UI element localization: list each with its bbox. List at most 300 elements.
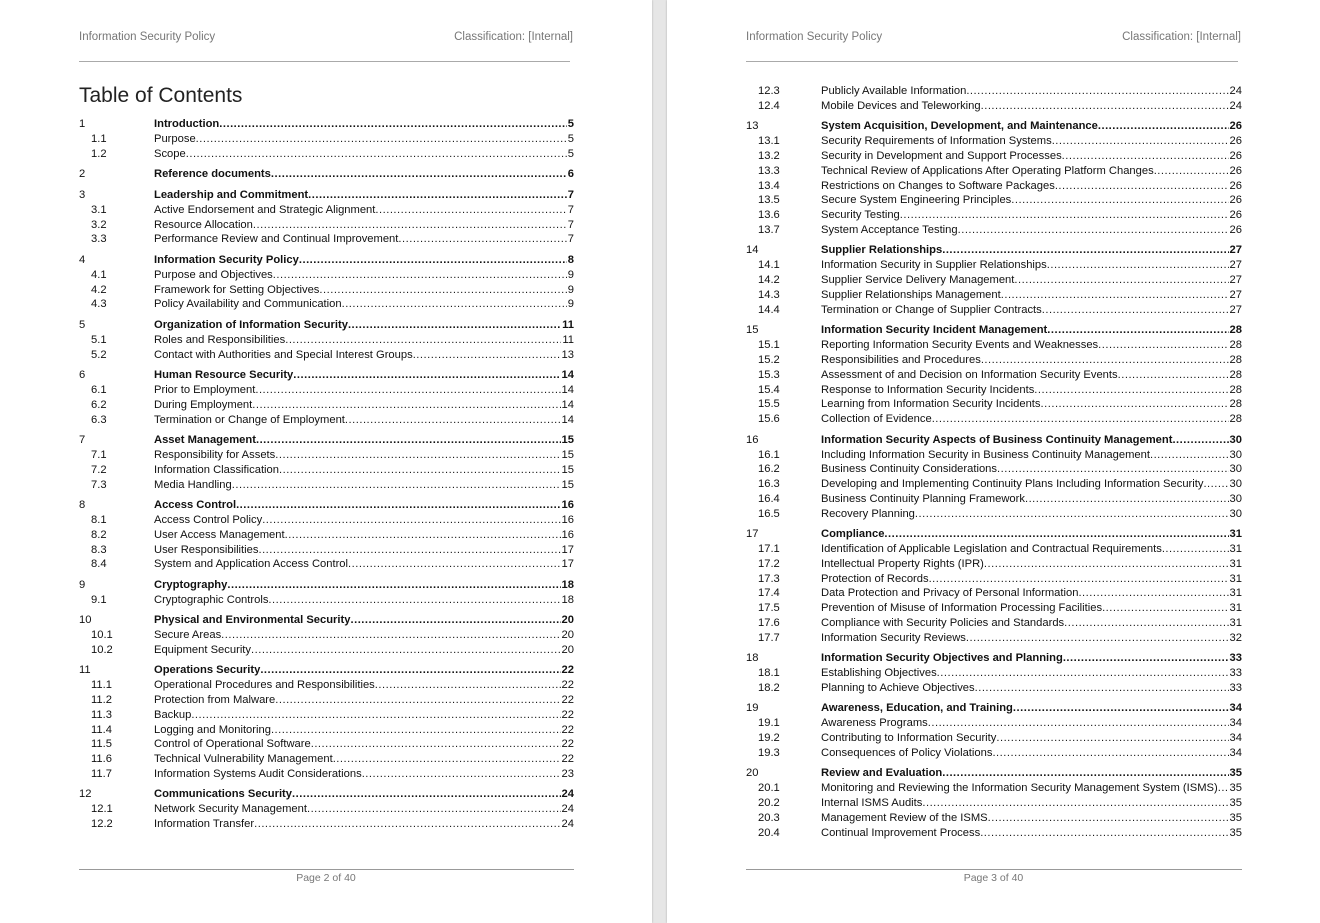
toc-subsection-entry[interactable] xyxy=(746,383,1242,398)
toc-subsection-entry[interactable] xyxy=(746,258,1242,273)
toc-section-group xyxy=(79,613,574,658)
toc-entry-page: 35 xyxy=(1229,797,1242,810)
toc-subsection-entry[interactable] xyxy=(79,463,574,478)
toc-subsection-entry[interactable] xyxy=(746,338,1242,353)
toc-entry-page: 30 xyxy=(1229,492,1242,505)
header-title: Information Security Policy xyxy=(746,31,883,43)
toc-subsection-entry[interactable] xyxy=(746,164,1242,179)
toc-entry-page: 31 xyxy=(1229,587,1242,600)
toc-entry-page: 30 xyxy=(1229,478,1242,491)
toc-section-group xyxy=(79,498,574,572)
toc-leader-dots xyxy=(1011,193,1228,208)
toc-entry-number: 4.1 xyxy=(91,268,107,281)
toc-entry-title: Information Security Policy xyxy=(154,253,299,266)
toc-leader-dots xyxy=(958,223,1229,238)
toc-entry-page: 23 xyxy=(561,768,574,781)
toc-subsection-entry[interactable] xyxy=(79,218,574,233)
toc-entry-page: 15 xyxy=(561,433,574,446)
toc-entry-page: 30 xyxy=(1229,507,1242,520)
toc-subsection-entry[interactable] xyxy=(746,616,1242,631)
toc-section-entry[interactable] xyxy=(746,766,1242,781)
toc-leader-dots xyxy=(1014,273,1228,288)
toc-entry-title: Security Testing xyxy=(821,209,900,222)
toc-subsection-entry[interactable] xyxy=(746,273,1242,288)
toc-subsection-entry[interactable] xyxy=(79,767,574,782)
toc-subsection-entry[interactable] xyxy=(746,288,1242,303)
toc-entry-title: System and Application Access Control xyxy=(154,558,349,571)
toc-entry-page: 9 xyxy=(567,298,574,311)
toc-entry-title: Performance Review and Continual Improvement xyxy=(154,233,399,246)
toc-leader-dots xyxy=(255,383,560,398)
toc-leader-dots xyxy=(350,613,560,628)
toc-section-entry[interactable] xyxy=(79,117,574,132)
toc-entry-number: 19.3 xyxy=(758,747,780,760)
toc-entry-page: 34 xyxy=(1229,702,1242,715)
toc-entry-title: Data Protection and Privacy of Personal Information xyxy=(821,587,1079,600)
toc-section-entry[interactable] xyxy=(746,433,1242,448)
toc-section-entry[interactable] xyxy=(79,498,574,513)
toc-leader-dots xyxy=(1203,477,1228,492)
toc-entry-title: Cryptographic Controls xyxy=(154,593,269,606)
toc-entry-title: Planning to Achieve Objectives xyxy=(821,682,975,695)
toc-entry-page: 30 xyxy=(1229,433,1242,446)
toc-section-group xyxy=(79,368,574,427)
toc-subsection-entry[interactable] xyxy=(746,601,1242,616)
toc-entry-number: 7.2 xyxy=(91,463,107,476)
toc-entry-number: 17.6 xyxy=(758,617,780,630)
toc-subsection-entry[interactable] xyxy=(79,643,574,658)
toc-subsection-entry[interactable] xyxy=(79,383,574,398)
toc-entry-page: 28 xyxy=(1229,324,1242,337)
toc-entry-title: Access Control Policy xyxy=(154,513,263,526)
toc-entry-page: 17 xyxy=(561,558,574,571)
toc-section-group xyxy=(746,323,1242,427)
toc-entry-page: 31 xyxy=(1229,557,1242,570)
toc-entry-number: 8.2 xyxy=(91,528,107,541)
toc-entry-page: 35 xyxy=(1229,782,1242,795)
footer-divider xyxy=(746,869,1242,870)
toc-entry-title: Information Security Reviews xyxy=(821,631,966,644)
toc-subsection-entry[interactable] xyxy=(746,223,1242,238)
toc-entry-page: 14 xyxy=(561,413,574,426)
toc-entry-page: 22 xyxy=(561,738,574,751)
toc-entry-page: 15 xyxy=(561,478,574,491)
toc-entry-page: 34 xyxy=(1229,717,1242,730)
toc-entry-title: Reference documents xyxy=(154,168,271,181)
toc-entry-number: 6.1 xyxy=(91,383,107,396)
toc-leader-dots xyxy=(1172,433,1228,448)
toc-subsection-entry[interactable] xyxy=(79,448,574,463)
toc-entry-page: 33 xyxy=(1229,652,1242,665)
toc-entry-number: 4.3 xyxy=(91,298,107,311)
toc-entry-title: Logging and Monitoring xyxy=(154,723,271,736)
toc-entry-page: 22 xyxy=(561,694,574,707)
toc-subsection-entry[interactable] xyxy=(746,193,1242,208)
toc-leader-dots xyxy=(308,188,567,203)
toc-subsection-entry[interactable] xyxy=(79,678,574,693)
toc-subsection-entry[interactable] xyxy=(79,333,574,348)
toc-subsection-entry[interactable] xyxy=(79,478,574,493)
toc-subsection-entry[interactable] xyxy=(746,542,1242,557)
toc-section-entry[interactable] xyxy=(79,787,574,802)
toc-leader-dots xyxy=(219,117,567,132)
toc-entry-number: 13.2 xyxy=(758,149,780,162)
toc-entry-title: Awareness Programs xyxy=(821,717,928,730)
toc-entry-page: 31 xyxy=(1229,543,1242,556)
toc-entry-page: 14 xyxy=(561,368,574,381)
toc-subsection-entry[interactable] xyxy=(746,462,1242,477)
toc-entry-number: 15.2 xyxy=(758,353,780,366)
toc-subsection-entry[interactable] xyxy=(79,232,574,247)
toc-leader-dots xyxy=(260,663,560,678)
toc-leader-dots xyxy=(413,348,561,363)
toc-section-group xyxy=(79,318,574,363)
toc-subsection-entry[interactable] xyxy=(746,477,1242,492)
toc-entry-title: Human Resource Security xyxy=(154,368,294,381)
toc-entry-title: Operations Security xyxy=(154,664,261,677)
toc-subsection-entry[interactable] xyxy=(746,781,1242,796)
toc-entry-page: 27 xyxy=(1229,274,1242,287)
toc-entry-title: Prevention of Misuse of Information Processing Facilities xyxy=(821,602,1103,615)
toc-subsection-entry[interactable] xyxy=(746,826,1242,841)
toc-subsection-entry[interactable] xyxy=(746,368,1242,383)
toc-entry-number: 17.4 xyxy=(758,587,780,600)
toc-subsection-entry[interactable] xyxy=(79,817,574,832)
toc-entry-page: 24 xyxy=(561,788,574,801)
toc-subsection-entry[interactable] xyxy=(79,693,574,708)
toc-subsection-entry[interactable] xyxy=(79,593,574,608)
toc-entry-page: 26 xyxy=(1229,135,1242,148)
toc-entry-number: 8.4 xyxy=(91,558,107,571)
toc-entry-number: 5 xyxy=(79,318,86,331)
toc-entry-page: 16 xyxy=(561,528,574,541)
toc-subsection-entry[interactable] xyxy=(79,147,574,162)
toc-leader-dots xyxy=(1034,383,1228,398)
toc-entry-page: 22 xyxy=(561,679,574,692)
toc-entry-page: 28 xyxy=(1229,368,1242,381)
toc-entry-number: 17.1 xyxy=(758,543,780,556)
toc-subsection-entry[interactable] xyxy=(79,557,574,572)
toc-section-entry[interactable] xyxy=(746,701,1242,716)
toc-section-entry[interactable] xyxy=(79,663,574,678)
toc-list xyxy=(746,84,1242,841)
toc-section-entry[interactable] xyxy=(79,167,574,182)
toc-entry-page: 33 xyxy=(1229,682,1242,695)
toc-leader-dots xyxy=(348,318,561,333)
toc-subsection-entry[interactable] xyxy=(79,132,574,147)
toc-leader-dots xyxy=(1102,601,1228,616)
toc-subsection-entry[interactable] xyxy=(79,513,574,528)
toc-subsection-entry[interactable] xyxy=(746,134,1242,149)
toc-heading: Table of Contents xyxy=(79,84,243,107)
toc-subsection-entry[interactable] xyxy=(746,492,1242,507)
toc-entry-number: 14.2 xyxy=(758,274,780,287)
toc-section-group xyxy=(79,117,574,162)
toc-subsection-entry[interactable] xyxy=(746,666,1242,681)
toc-subsection-entry[interactable] xyxy=(79,283,574,298)
toc-leader-dots xyxy=(981,99,1229,114)
toc-entry-page: 22 xyxy=(561,753,574,766)
toc-subsection-entry[interactable] xyxy=(746,149,1242,164)
toc-subsection-entry[interactable] xyxy=(79,203,574,218)
toc-section-entry[interactable] xyxy=(746,527,1242,542)
toc-entry-title: Intellectual Property Rights (IPR) xyxy=(821,557,984,570)
toc-subsection-entry[interactable] xyxy=(79,268,574,283)
toc-subsection-entry[interactable] xyxy=(79,413,574,428)
toc-entry-title: Information Security in Supplier Relationships xyxy=(821,259,1047,272)
toc-entry-page: 30 xyxy=(1229,448,1242,461)
toc-leader-dots xyxy=(900,208,1229,223)
toc-section-group xyxy=(746,84,1242,114)
toc-section-entry[interactable] xyxy=(746,119,1242,134)
toc-entry-title: Establishing Objectives xyxy=(821,667,937,680)
toc-subsection-entry[interactable] xyxy=(746,716,1242,731)
toc-leader-dots xyxy=(227,578,560,593)
toc-section-group xyxy=(746,119,1242,238)
toc-entry-page: 28 xyxy=(1229,398,1242,411)
toc-entry-page: 5 xyxy=(567,147,574,160)
toc-subsection-entry[interactable] xyxy=(79,802,574,817)
toc-entry-title: Contact with Authorities and Special Interest Groups xyxy=(154,348,413,361)
toc-entry-title: Policy Availability and Communication xyxy=(154,298,342,311)
toc-entry-number: 6 xyxy=(79,368,86,381)
toc-entry-page: 26 xyxy=(1229,179,1242,192)
toc-section-group xyxy=(746,651,1242,696)
toc-section-group xyxy=(746,766,1242,840)
toc-leader-dots xyxy=(251,643,561,658)
toc-entry-title: Developing and Implementing Continuity Plans Including Information Security xyxy=(821,478,1204,491)
toc-leader-dots xyxy=(1098,338,1228,353)
toc-entry-title: Contributing to Information Security xyxy=(821,732,997,745)
toc-section-group xyxy=(746,701,1242,760)
toc-leader-dots xyxy=(942,766,1228,781)
toc-entry-page: 7 xyxy=(567,203,574,216)
toc-leader-dots xyxy=(221,628,560,643)
toc-subsection-entry[interactable] xyxy=(79,628,574,643)
toc-subsection-entry[interactable] xyxy=(746,586,1242,601)
toc-entry-number: 13.1 xyxy=(758,135,780,148)
toc-subsection-entry[interactable] xyxy=(746,681,1242,696)
toc-entry-number: 15 xyxy=(746,324,759,337)
toc-entry-number: 3 xyxy=(79,188,86,201)
toc-entry-number: 8.3 xyxy=(91,543,107,556)
toc-section-entry[interactable] xyxy=(79,433,574,448)
toc-entry-title: Business Continuity Considerations xyxy=(821,463,997,476)
toc-entry-title: Framework for Setting Objectives xyxy=(154,283,320,296)
toc-subsection-entry[interactable] xyxy=(79,297,574,312)
toc-entry-page: 28 xyxy=(1229,339,1242,352)
toc-entry-number: 20.3 xyxy=(758,812,780,825)
toc-entry-title: Prior to Employment xyxy=(154,383,256,396)
toc-subsection-entry[interactable] xyxy=(79,752,574,767)
toc-leader-dots xyxy=(271,723,561,738)
toc-leader-dots xyxy=(1218,781,1229,796)
toc-entry-title: Compliance with Security Policies and Standards xyxy=(821,617,1065,630)
toc-leader-dots xyxy=(292,787,561,802)
toc-section-entry[interactable] xyxy=(79,613,574,628)
toc-subsection-entry[interactable] xyxy=(79,398,574,413)
toc-subsection-entry[interactable] xyxy=(79,737,574,752)
toc-subsection-entry[interactable] xyxy=(746,796,1242,811)
toc-subsection-entry[interactable] xyxy=(746,507,1242,522)
toc-entry-number: 3.2 xyxy=(91,218,107,231)
toc-entry-number: 9.1 xyxy=(91,593,107,606)
toc-entry-title: Supplier Relationships xyxy=(821,244,943,257)
toc-section-entry[interactable] xyxy=(746,651,1242,666)
toc-leader-dots xyxy=(262,513,560,528)
toc-entry-page: 35 xyxy=(1229,767,1242,780)
toc-leader-dots xyxy=(375,678,561,693)
toc-entry-number: 7 xyxy=(79,433,86,446)
footer-divider xyxy=(79,869,574,870)
toc-entry-page: 13 xyxy=(561,348,574,361)
toc-section-group xyxy=(79,787,574,832)
toc-subsection-entry[interactable] xyxy=(746,179,1242,194)
toc-entry-page: 35 xyxy=(1229,826,1242,839)
toc-entry-title: Consequences of Policy Violations xyxy=(821,747,993,760)
toc-entry-page: 33 xyxy=(1229,667,1242,680)
toc-leader-dots xyxy=(1047,258,1229,273)
toc-subsection-entry[interactable] xyxy=(79,723,574,738)
toc-entry-page: 22 xyxy=(561,723,574,736)
toc-section-group xyxy=(79,433,574,492)
toc-leader-dots xyxy=(1052,134,1229,149)
toc-leader-dots xyxy=(279,463,561,478)
toc-subsection-entry[interactable] xyxy=(79,543,574,558)
toc-subsection-entry[interactable] xyxy=(746,746,1242,761)
toc-entry-page: 35 xyxy=(1229,812,1242,825)
toc-leader-dots xyxy=(981,353,1229,368)
toc-leader-dots xyxy=(1062,149,1229,164)
toc-leader-dots xyxy=(915,507,1229,522)
toc-section-entry[interactable] xyxy=(79,318,574,333)
toc-entry-title: Leadership and Commitment xyxy=(154,188,309,201)
toc-leader-dots xyxy=(1041,397,1229,412)
toc-entry-title: Purpose and Objectives xyxy=(154,268,273,281)
toc-subsection-entry[interactable] xyxy=(746,731,1242,746)
toc-leader-dots xyxy=(1047,323,1228,338)
toc-section-entry[interactable] xyxy=(746,323,1242,338)
toc-leader-dots xyxy=(997,462,1229,477)
toc-entry-title: Internal ISMS Audits xyxy=(821,797,923,810)
toc-entry-title: Assessment of and Decision on Information Security Events xyxy=(821,368,1118,381)
toc-entry-number: 13.5 xyxy=(758,194,780,207)
toc-entry-number: 8 xyxy=(79,498,86,511)
toc-entry-number: 4.2 xyxy=(91,283,107,296)
document-page-3 xyxy=(667,0,1320,923)
toc-subsection-entry[interactable] xyxy=(746,412,1242,427)
toc-subsection-entry[interactable] xyxy=(746,208,1242,223)
toc-entry-title: Scope xyxy=(154,147,186,160)
toc-entry-number: 10 xyxy=(79,614,92,627)
toc-section-entry[interactable] xyxy=(79,368,574,383)
toc-leader-dots xyxy=(1013,701,1229,716)
toc-list xyxy=(79,117,574,832)
toc-subsection-entry[interactable] xyxy=(79,348,574,363)
toc-leader-dots xyxy=(996,731,1228,746)
toc-entry-number: 15.4 xyxy=(758,383,780,396)
toc-leader-dots xyxy=(273,268,567,283)
toc-entry-page: 27 xyxy=(1229,303,1242,316)
toc-subsection-entry[interactable] xyxy=(746,99,1242,114)
toc-entry-title: Learning from Information Security Incidents xyxy=(821,398,1041,411)
toc-leader-dots xyxy=(236,498,560,513)
toc-entry-number: 16.5 xyxy=(758,507,780,520)
toc-entry-page: 15 xyxy=(561,463,574,476)
toc-leader-dots xyxy=(275,448,560,463)
toc-entry-page: 20 xyxy=(561,614,574,627)
toc-entry-page: 15 xyxy=(561,448,574,461)
toc-leader-dots xyxy=(196,132,567,147)
toc-subsection-entry[interactable] xyxy=(746,303,1242,318)
toc-section-entry[interactable] xyxy=(79,253,574,268)
toc-entry-number: 15.6 xyxy=(758,413,780,426)
toc-leader-dots xyxy=(254,817,560,832)
toc-entry-number: 7.3 xyxy=(91,478,107,491)
toc-entry-number: 18.2 xyxy=(758,682,780,695)
toc-subsection-entry[interactable] xyxy=(746,557,1242,572)
toc-section-entry[interactable] xyxy=(79,188,574,203)
toc-entry-page: 17 xyxy=(561,543,574,556)
toc-entry-number: 15.1 xyxy=(758,339,780,352)
toc-leader-dots xyxy=(375,203,566,218)
toc-subsection-entry[interactable] xyxy=(746,448,1242,463)
toc-leader-dots xyxy=(942,243,1228,258)
toc-section-entry[interactable] xyxy=(746,243,1242,258)
toc-leader-dots xyxy=(1150,448,1229,463)
toc-subsection-entry[interactable] xyxy=(746,84,1242,99)
toc-entry-number: 12.3 xyxy=(758,85,780,97)
toc-subsection-entry[interactable] xyxy=(746,572,1242,587)
toc-entry-title: Compliance xyxy=(821,528,885,541)
toc-entry-page: 16 xyxy=(561,513,574,526)
toc-entry-page: 14 xyxy=(561,383,574,396)
toc-subsection-entry[interactable] xyxy=(746,631,1242,646)
toc-entry-title: Responsibility for Assets xyxy=(154,448,276,461)
toc-leader-dots xyxy=(362,767,561,782)
toc-section-entry[interactable] xyxy=(79,578,574,593)
toc-entry-number: 7.1 xyxy=(91,448,107,461)
toc-entry-number: 13.3 xyxy=(758,164,780,177)
toc-entry-title: Protection from Malware xyxy=(154,694,276,707)
toc-entry-title: Supplier Service Delivery Management xyxy=(821,274,1015,287)
toc-entry-title: Protection of Records xyxy=(821,572,929,585)
toc-entry-number: 17.2 xyxy=(758,557,780,570)
toc-entry-page: 30 xyxy=(1229,463,1242,476)
toc-leader-dots xyxy=(1063,651,1229,666)
toc-entry-page: 14 xyxy=(561,398,574,411)
toc-subsection-entry[interactable] xyxy=(746,353,1242,368)
toc-entry-page: 7 xyxy=(567,188,574,201)
toc-entry-page: 11 xyxy=(562,333,574,346)
toc-leader-dots xyxy=(307,802,561,817)
toc-entry-page: 27 xyxy=(1229,288,1242,301)
toc-leader-dots xyxy=(984,557,1229,572)
toc-subsection-entry[interactable] xyxy=(79,708,574,723)
toc-subsection-entry[interactable] xyxy=(79,528,574,543)
toc-subsection-entry[interactable] xyxy=(746,397,1242,412)
toc-entry-number: 14.3 xyxy=(758,288,780,301)
toc-entry-title: Control of Operational Software xyxy=(154,738,311,751)
toc-leader-dots xyxy=(348,557,561,572)
toc-leader-dots xyxy=(922,796,1228,811)
toc-entry-page: 9 xyxy=(567,283,574,296)
toc-entry-title: Information Transfer xyxy=(154,818,255,831)
toc-entry-title: Purpose xyxy=(154,133,196,145)
toc-leader-dots xyxy=(258,543,560,558)
toc-entry-number: 13.7 xyxy=(758,223,780,236)
toc-subsection-entry[interactable] xyxy=(746,811,1242,826)
